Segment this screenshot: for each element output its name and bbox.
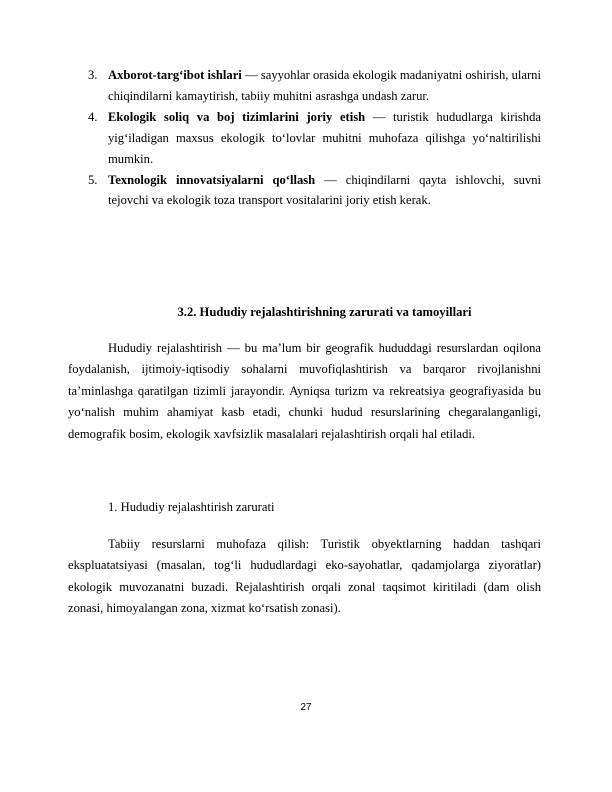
section-heading: 3.2. Hududiy rejalashtirishning zarurati va tamoyillari	[177, 305, 472, 319]
list-item-lead: Ekologik soliq va boj tizimlarini joriy etish	[108, 109, 366, 124]
list-item	[88, 170, 541, 212]
page-number: 27	[300, 702, 312, 713]
subsection-title: 1. Hududiy rejalashtirish zarurati	[108, 500, 275, 514]
paragraph-intro: Hududiy rejalashtirish — bu ma’lum bir geografik hududdagi resurslardan oqilona foydalanish, ijtimoiy-iqtisodiy sohalarni muvofiqlashtirish va barqaror rivojlanishni ta’minlashga qaratilgan tizimli jarayondir. Ayniqsa turizm va rekreatsiya geografiyasida bu yo‘nalish muhim ahamiyat kasb etadi, chunki hudud resurslarining chegaralanganligi, demografik bosim, ekologik xavfsizlik masalalari rejalashtirish orqali hal etiladi.	[68, 341, 541, 441]
list-item-number: 5.	[88, 172, 98, 187]
list-item-lead: Axborot-targ‘ibot ishlari	[108, 68, 242, 82]
list-item-number: 3.	[88, 68, 98, 82]
list-item-text: — chiqindilarni qayta ishlovchi, suvni tejovchi va ekologik toza transport vositalarini joriy etish kerak.	[108, 172, 541, 208]
numbered-list	[88, 65, 541, 211]
list-item-lead: Texnologik innovatsiyalarni qo‘llash	[108, 172, 316, 187]
list-item	[88, 65, 541, 107]
list-item	[88, 107, 541, 170]
paragraph-resources: Tabiiy resurslarni muhofaza qilish: Turistik obyektlarning haddan tashqari ekspluatatsiyasi (masalan, tog‘li hududlardagi eko-sayohatlar, qadamjolarga ziyoratlar) ekologik muvozanatni buzadi. Rejalashtirish orqali zonal taqsimot kiritiladi (dam olish zonasi, himoyalangan zona, xizmat ko‘rsatish zonasi).	[68, 537, 541, 616]
list-item-text: — sayyohlar orasida ekologik madaniyatni oshirish, ularni chiqindilarni kamaytirish, tabiiy muhitni asrashga undash zarur.	[108, 68, 541, 103]
list-item-number: 4.	[88, 109, 98, 124]
list-item-text: — turistik hududlarga kirishda yig‘iladigan maxsus ekologik to‘lovlar muhitni muhofaza qilishga yo‘naltirilishi mumkin.	[108, 109, 541, 166]
